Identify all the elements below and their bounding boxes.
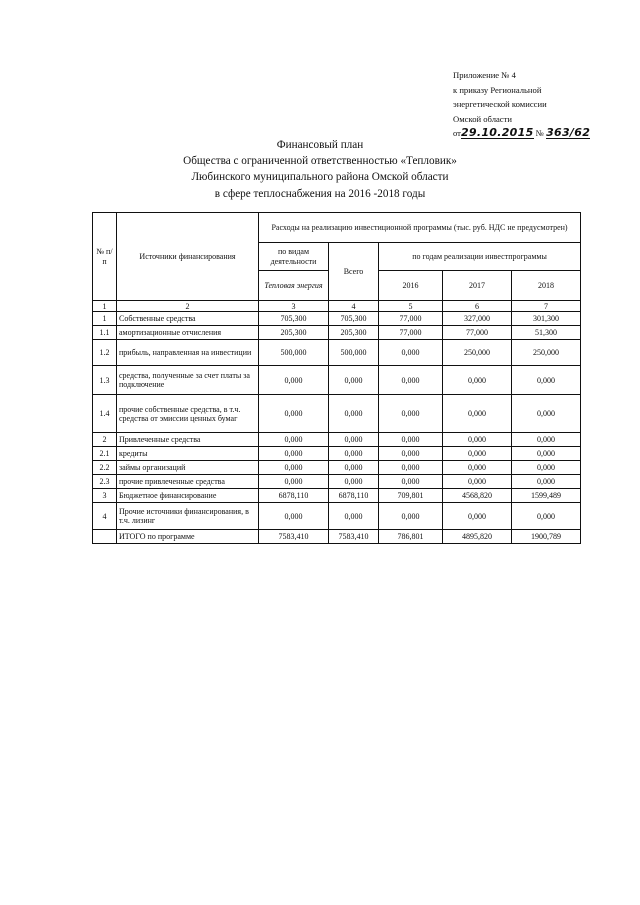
row-value: 705,300	[329, 312, 379, 326]
row-source: Прочие источники финансирования, в т.ч. лизинг	[117, 503, 259, 530]
row-source: займы организаций	[117, 461, 259, 475]
row-source: Бюджетное финансирование	[117, 489, 259, 503]
row-value: 0,000	[443, 433, 512, 447]
row-value: 0,000	[379, 433, 443, 447]
row-value: 0,000	[329, 433, 379, 447]
row-source: амортизационные отчисления	[117, 326, 259, 340]
row-number: 1.1	[93, 326, 117, 340]
row-value: 0,000	[512, 475, 581, 489]
appendix-block	[453, 68, 633, 141]
row-value: 0,000	[379, 395, 443, 433]
row-value: 250,000	[443, 340, 512, 366]
row-value: 500,000	[329, 340, 379, 366]
number-prefix: №	[535, 128, 544, 139]
row-value: 0,000	[443, 475, 512, 489]
table-row	[93, 489, 581, 503]
table-row	[93, 395, 581, 433]
row-value: 0,000	[443, 461, 512, 475]
row-value: 6878,110	[329, 489, 379, 503]
table-row	[93, 326, 581, 340]
row-value: 709,801	[379, 489, 443, 503]
row-value: 77,000	[379, 326, 443, 340]
header-source: Источники финансирования	[117, 213, 259, 301]
row-value: 0,000	[379, 503, 443, 530]
row-value: 0,000	[443, 395, 512, 433]
table-row	[93, 366, 581, 395]
row-value: 0,000	[259, 447, 329, 461]
row-value: 786,801	[379, 530, 443, 544]
row-source: ИТОГО по программе	[117, 530, 259, 544]
row-value: 0,000	[379, 447, 443, 461]
row-value: 0,000	[443, 366, 512, 395]
header-heat-energy: Тепловая энергия	[259, 271, 329, 301]
column-number: 5	[379, 301, 443, 312]
header-expenses: Расходы на реализацию инвестиционной программы (тыс. руб. НДС не предусмотрен)	[259, 213, 581, 243]
row-source: Собственные средства	[117, 312, 259, 326]
handwritten-date: 29.10.2015	[460, 126, 534, 140]
row-value: 0,000	[443, 447, 512, 461]
row-value: 0,000	[512, 366, 581, 395]
appendix-line: Приложение № 4	[453, 70, 516, 80]
total-row	[93, 530, 581, 544]
table-row	[93, 447, 581, 461]
header-number: № п/п	[93, 213, 117, 301]
row-value: 0,000	[379, 461, 443, 475]
row-source: кредиты	[117, 447, 259, 461]
handwritten-number: 363/62	[546, 126, 591, 140]
row-value: 301,300	[512, 312, 581, 326]
column-number: 4	[329, 301, 379, 312]
row-number: 1.4	[93, 395, 117, 433]
row-value: 205,300	[259, 326, 329, 340]
row-value: 0,000	[259, 395, 329, 433]
row-number: 4	[93, 503, 117, 530]
row-value: 4895,820	[443, 530, 512, 544]
row-value: 0,000	[329, 461, 379, 475]
row-value: 0,000	[259, 433, 329, 447]
row-value: 7583,410	[259, 530, 329, 544]
row-value: 0,000	[512, 433, 581, 447]
table-row	[93, 433, 581, 447]
financial-plan-table	[92, 212, 581, 544]
row-value: 0,000	[329, 475, 379, 489]
row-number: 3	[93, 489, 117, 503]
row-value: 0,000	[259, 366, 329, 395]
header-by-activity: по видам деятельности	[259, 243, 329, 271]
row-value: 205,300	[329, 326, 379, 340]
header-year: 2016	[379, 271, 443, 301]
row-value: 0,000	[259, 503, 329, 530]
row-value: 51,300	[512, 326, 581, 340]
document-title	[150, 137, 490, 202]
row-source: прочие привлеченные средства	[117, 475, 259, 489]
table-row	[93, 461, 581, 475]
row-number	[93, 530, 117, 544]
appendix-line: Омской области	[453, 113, 512, 124]
appendix-line: к приказу Региональной	[453, 84, 542, 95]
row-value: 0,000	[329, 503, 379, 530]
row-value: 77,000	[379, 312, 443, 326]
row-value: 77,000	[443, 326, 512, 340]
table-row	[93, 503, 581, 530]
row-source: Привлеченные средства	[117, 433, 259, 447]
column-number: 2	[117, 301, 259, 312]
row-source: средства, полученные за счет платы за подключение	[117, 366, 259, 395]
row-number: 1.3	[93, 366, 117, 395]
table-row	[93, 312, 581, 326]
row-value: 7583,410	[329, 530, 379, 544]
row-source: прочие собственные средства, в т.ч. средства от эмиссии ценных бумаг	[117, 395, 259, 433]
row-source: прибыль, направленная на инвестиции	[117, 340, 259, 366]
row-value: 0,000	[379, 475, 443, 489]
title-line: Финансовый план	[276, 139, 364, 151]
row-value: 0,000	[379, 366, 443, 395]
column-number-row	[93, 301, 581, 312]
row-value: 0,000	[443, 503, 512, 530]
table-row	[93, 475, 581, 489]
title-line: в сфере теплоснабжения на 2016 -2018 годы	[214, 187, 426, 200]
column-number: 7	[512, 301, 581, 312]
row-value: 0,000	[329, 447, 379, 461]
row-value: 0,000	[379, 340, 443, 366]
row-value: 6878,110	[259, 489, 329, 503]
row-value: 4568,820	[443, 489, 512, 503]
row-value: 705,300	[259, 312, 329, 326]
column-number: 6	[443, 301, 512, 312]
row-value: 0,000	[512, 461, 581, 475]
row-value: 0,000	[259, 461, 329, 475]
column-number: 3	[259, 301, 329, 312]
title-line: Общества с ограниченной ответственностью «Тепловик»	[183, 155, 457, 168]
date-prefix: от	[453, 128, 461, 139]
row-value: 0,000	[512, 395, 581, 433]
row-value: 0,000	[259, 475, 329, 489]
row-number: 2.3	[93, 475, 117, 489]
column-number: 1	[93, 301, 117, 312]
row-number: 2.1	[93, 447, 117, 461]
row-number: 1.2	[93, 340, 117, 366]
row-value: 0,000	[512, 503, 581, 530]
row-number: 1	[93, 312, 117, 326]
header-year: 2017	[443, 271, 512, 301]
row-value: 1900,789	[512, 530, 581, 544]
row-value: 500,000	[259, 340, 329, 366]
row-value: 327,000	[443, 312, 512, 326]
table-row	[93, 340, 581, 366]
row-value: 1599,489	[512, 489, 581, 503]
row-value: 250,000	[512, 340, 581, 366]
row-number: 2	[93, 433, 117, 447]
header-by-years: по годам реализации инвестпрограммы	[379, 243, 581, 271]
appendix-line: энергетической комиссии	[453, 99, 547, 110]
header-total: Всего	[329, 243, 379, 301]
header-year: 2018	[512, 271, 581, 301]
row-number: 2.2	[93, 461, 117, 475]
row-value: 0,000	[329, 366, 379, 395]
row-value: 0,000	[512, 447, 581, 461]
title-line: Любинского муниципального района Омской области	[191, 171, 449, 184]
row-value: 0,000	[329, 395, 379, 433]
